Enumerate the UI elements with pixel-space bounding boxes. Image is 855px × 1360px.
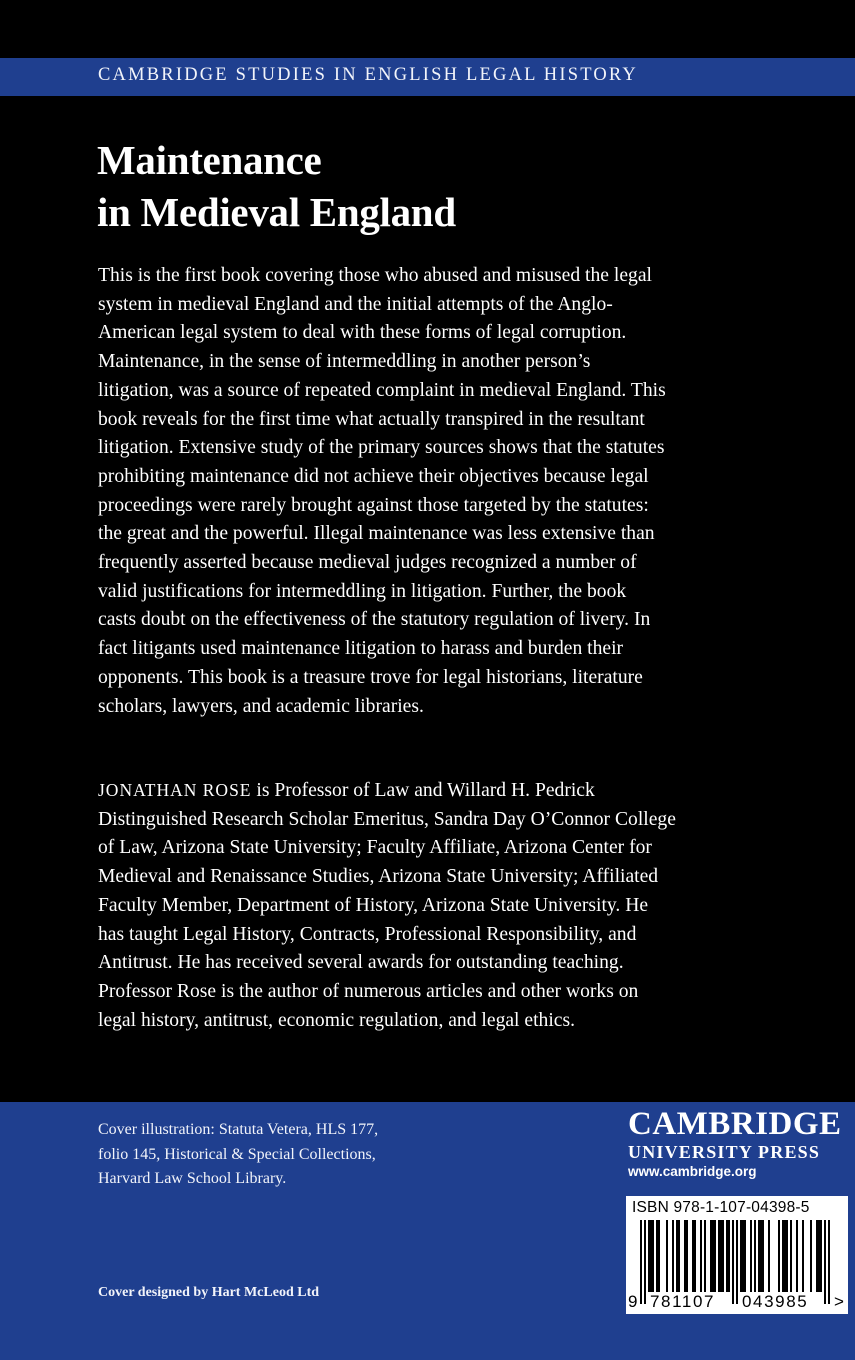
barcode-bar — [760, 1220, 762, 1292]
barcode-bar — [828, 1220, 830, 1304]
barcode-bar — [818, 1220, 820, 1292]
barcode-bar — [736, 1220, 738, 1304]
barcode-bar — [686, 1220, 688, 1292]
barcode-bar — [700, 1220, 702, 1292]
description-line: fact litigants used maintenance litigation to harass and burden their — [98, 638, 624, 660]
author-name: JONATHAN ROSE — [98, 780, 252, 800]
cover-illustration-credit — [98, 1118, 378, 1192]
barcode-bar — [790, 1220, 792, 1292]
barcode-bar — [778, 1220, 780, 1292]
publisher-name: CAMBRIDGE — [628, 1106, 842, 1142]
description-line: scholars, lawyers, and academic libraries. — [98, 695, 424, 717]
barcode-bar — [786, 1220, 788, 1292]
barcode-bar — [810, 1220, 812, 1292]
description-line: opponents. This book is a treasure trove for legal historians, literature — [98, 666, 643, 688]
barcode-bar — [728, 1220, 730, 1292]
barcode-bar — [758, 1220, 760, 1292]
publisher-subname: UNIVERSITY PRESS — [628, 1142, 821, 1162]
barcode-bar — [684, 1220, 686, 1292]
description-line: Maintenance, in the sense of intermeddling in another person’s — [98, 351, 591, 373]
barcode-bar — [726, 1220, 728, 1292]
isbn-text: ISBN 978-1-107-04398-5 — [632, 1199, 810, 1216]
description-line: the great and the powerful. Illegal maintenance was less extensive than — [98, 523, 655, 545]
barcode-bar — [710, 1220, 712, 1292]
barcode-bar — [740, 1220, 742, 1292]
barcode-bar — [678, 1220, 680, 1292]
credit-line: folio 145, Historical & Special Collections, — [98, 1145, 376, 1163]
bio-line: legal history, antitrust, economic regulation, and legal ethics. — [98, 1009, 576, 1031]
barcode-bar — [820, 1220, 822, 1292]
book-description — [98, 262, 738, 721]
bio-line: Antitrust. He has received several awards for outstanding teaching. — [98, 952, 624, 974]
publisher-logo — [628, 1106, 850, 1182]
ean-arrow: > — [834, 1292, 844, 1311]
barcode-bar — [744, 1220, 746, 1292]
bio-line: of Law, Arizona State University; Faculty Affiliate, Arizona Center for — [98, 837, 652, 859]
bio-first-line — [98, 776, 738, 806]
description-line: This is the first book covering those who abused and misused the legal — [98, 265, 652, 286]
bio-line: Professor Rose is the author of numerous articles and other works on — [98, 980, 639, 1002]
bio-line: has taught Legal History, Contracts, Professional Responsibility, and — [98, 923, 637, 945]
publisher-url: www.cambridge.org — [628, 1164, 757, 1179]
barcode-bar — [784, 1220, 786, 1292]
author-bio — [98, 776, 738, 1035]
barcode-bar — [722, 1220, 724, 1292]
barcode-bar — [796, 1220, 798, 1292]
description-line: American legal system to deal with these forms of legal corruption. — [98, 322, 627, 344]
title-line: Maintenance — [97, 137, 322, 183]
barcode-bar — [742, 1220, 744, 1292]
barcode-bar — [816, 1220, 818, 1292]
book-title — [97, 134, 737, 238]
barcode-bar — [754, 1220, 756, 1292]
description-line: valid justifications for intermeddling in litigation. Further, the book — [98, 580, 627, 602]
isbn-barcode — [626, 1196, 848, 1314]
barcode-bar — [650, 1220, 652, 1292]
barcode-bar — [750, 1220, 752, 1292]
bio-line: Distinguished Research Scholar Emeritus, Sandra Day O’Connor College — [98, 808, 676, 830]
barcode-bar — [824, 1220, 826, 1304]
barcode-bar — [802, 1220, 804, 1292]
ean-right-group: 043985 — [742, 1292, 809, 1311]
barcode-bar — [718, 1220, 720, 1292]
description-line: system in medieval England and the initial attempts of the Anglo- — [98, 293, 613, 315]
barcode-bar — [782, 1220, 784, 1292]
description-line: proceedings were rarely brought against those targeted by the statutes: — [98, 494, 649, 516]
description-line: book reveals for the first time what actually transpired in the resultant — [98, 408, 645, 430]
description-line: litigation. Extensive study of the primary sources shows that the statutes — [98, 437, 665, 459]
bio-line: Medieval and Renaissance Studies, Arizona State University; Affiliated — [98, 866, 659, 888]
series-band — [0, 58, 855, 96]
bio-first-line-rest: is Professor of Law and Willard H. Pedrick — [251, 780, 595, 801]
barcode-bar — [762, 1220, 764, 1292]
barcode-bar — [652, 1220, 654, 1292]
cover-designer-credit: Cover designed by Hart McLeod Ltd — [98, 1285, 320, 1300]
barcode-bar — [704, 1220, 706, 1292]
title-line: in Medieval England — [97, 189, 456, 235]
ean-first-digit: 9 — [628, 1292, 638, 1311]
description-line: casts doubt on the effectiveness of the statutory regulation of livery. In — [98, 609, 651, 631]
description-line: frequently asserted because medieval judges recognized a number of — [98, 552, 637, 574]
barcode-bar — [712, 1220, 714, 1292]
barcode-bar — [666, 1220, 668, 1292]
ean-left-group: 781107 — [650, 1292, 716, 1311]
barcode-bar — [720, 1220, 722, 1292]
description-line: litigation, was a source of repeated complaint in medieval England. This — [98, 379, 666, 401]
barcode-bar — [644, 1220, 646, 1304]
series-title: CAMBRIDGE STUDIES IN ENGLISH LEGAL HISTORY — [98, 65, 638, 85]
barcode-bar — [768, 1220, 770, 1292]
barcode-bar — [648, 1220, 650, 1292]
credit-line: Cover illustration: Statuta Vetera, HLS 177, — [98, 1121, 379, 1138]
credit-line: Harvard Law School Library. — [98, 1170, 287, 1187]
bio-line: Faculty Member, Department of History, Arizona State University. He — [98, 894, 649, 916]
barcode-bar — [658, 1220, 660, 1292]
barcode-bar — [640, 1220, 642, 1304]
barcode-bar — [676, 1220, 678, 1292]
description-line: prohibiting maintenance did not achieve their objectives because legal — [98, 465, 649, 487]
barcode-bar — [694, 1220, 696, 1292]
barcode-bar — [692, 1220, 694, 1292]
barcode-bar — [732, 1220, 734, 1304]
barcode-bar — [656, 1220, 658, 1292]
barcode-bar — [714, 1220, 716, 1292]
barcode-bar — [672, 1220, 674, 1292]
